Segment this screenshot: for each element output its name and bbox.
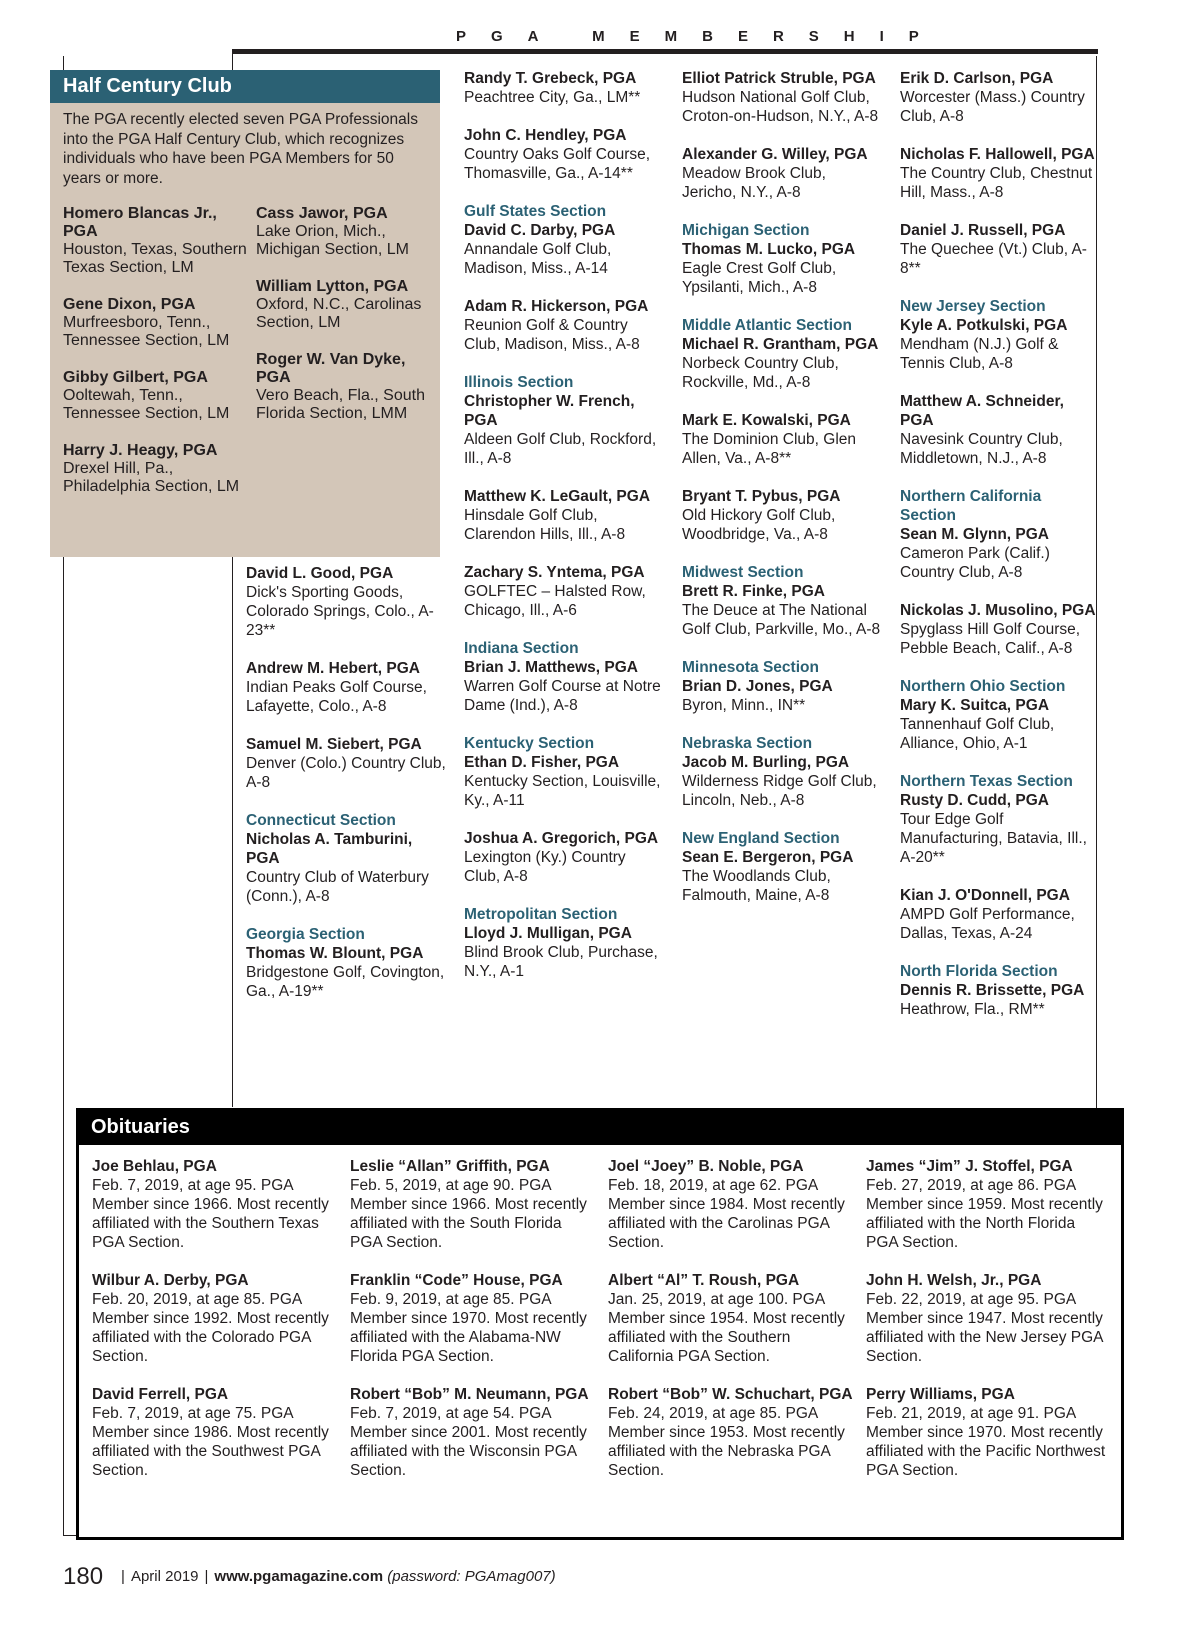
section-heading: Georgia Section — [246, 926, 365, 943]
top-rule — [232, 49, 1098, 54]
member-detail: Dick's Sporting Goods, Colorado Springs, Colo., A-23** — [246, 584, 434, 639]
section-heading: Northern Texas Section — [900, 773, 1073, 790]
section-heading: Northern Ohio Section — [900, 678, 1066, 695]
section-heading: Connecticut Section — [246, 812, 396, 829]
member-entry — [246, 925, 446, 1001]
footer-separator: | — [204, 1568, 209, 1585]
member-entry — [63, 442, 248, 496]
member-name: William Lytton, PGA — [256, 278, 409, 295]
member-entry — [256, 278, 441, 332]
member-detail: Feb. 22, 2019, at age 95. PGA Member since 1947. Most recently affiliated with the New Jersey PGA Section. — [866, 1291, 1103, 1365]
member-detail: Wilderness Ridge Golf Club, Lincoln, Neb., A-8 — [682, 773, 877, 809]
member-name: Sean E. Bergeron, PGA — [682, 849, 854, 866]
member-name: Christopher W. French, PGA — [464, 393, 635, 429]
member-entry — [608, 1271, 853, 1366]
member-name: Gene Dixon, PGA — [63, 296, 196, 313]
member-entry — [608, 1385, 853, 1480]
member-name: Randy T. Grebeck, PGA — [464, 70, 637, 87]
member-entry — [350, 1271, 595, 1366]
member-name: Alexander G. Willey, PGA — [682, 146, 868, 163]
member-entry — [246, 659, 446, 716]
member-name: Adam R. Hickerson, PGA — [464, 298, 649, 315]
member-detail: Hinsdale Golf Club, Clarendon Hills, Ill., A-8 — [464, 507, 626, 543]
member-name: Mary K. Suitca, PGA — [900, 697, 1050, 714]
member-name: Samuel M. Siebert, PGA — [246, 736, 422, 753]
section-heading: North Florida Section — [900, 963, 1058, 980]
member-name: Brett R. Finke, PGA — [682, 583, 825, 600]
member-name: John C. Hendley, PGA — [464, 127, 627, 144]
member-name: Albert “Al” T. Roush, PGA — [608, 1272, 800, 1289]
member-detail: Feb. 5, 2019, at age 90. PGA Member since 1966. Most recently affiliated with the South Florida PGA Section. — [350, 1177, 587, 1251]
member-detail: Old Hickory Golf Club, Woodbridge, Va., A-8 — [682, 507, 836, 543]
footer-separator: | — [121, 1568, 125, 1585]
member-entry — [682, 658, 882, 715]
member-entry — [464, 639, 664, 715]
member-entry — [256, 205, 441, 259]
member-detail: Murfreesboro, Tenn., Tennessee Section, LM — [63, 314, 230, 349]
password-note: (password: PGAmag007) — [387, 1568, 556, 1585]
member-name: David Ferrell, PGA — [92, 1386, 229, 1403]
member-name: James “Jim” J. Stoffel, PGA — [866, 1158, 1073, 1175]
member-name: Wilbur A. Derby, PGA — [92, 1272, 249, 1289]
member-name: Jacob M. Burling, PGA — [682, 754, 850, 771]
member-entry — [350, 1385, 595, 1480]
member-name: Joel “Joey” B. Noble, PGA — [608, 1158, 804, 1175]
member-detail: Byron, Minn., IN** — [682, 697, 806, 714]
member-entry — [682, 69, 882, 126]
member-detail: Peachtree City, Ga., LM** — [464, 89, 641, 106]
member-detail: Feb. 20, 2019, at age 85. PGA Member since 1992. Most recently affiliated with the Colorado PGA Section. — [92, 1291, 329, 1365]
member-name: Gibby Gilbert, PGA — [63, 369, 208, 386]
member-entry — [900, 677, 1100, 753]
member-entry — [682, 411, 882, 468]
member-entry — [900, 601, 1100, 658]
section-heading: Illinois Section — [464, 374, 574, 391]
member-entry — [900, 886, 1100, 943]
member-entry — [464, 487, 664, 544]
member-detail: Mendham (N.J.) Golf & Tennis Club, A-8 — [900, 336, 1059, 372]
member-detail: Bridgestone Golf, Covington, Ga., A-19** — [246, 964, 445, 1000]
member-detail: Kentucky Section, Louisville, Ky., A-11 — [464, 773, 661, 809]
magazine-url-link[interactable]: www.pgamagazine.com — [214, 1568, 384, 1585]
member-entry — [682, 734, 882, 810]
member-detail: Reunion Golf & Country Club, Madison, Miss., A-8 — [464, 317, 640, 353]
member-name: Franklin “Code” House, PGA — [350, 1272, 563, 1289]
member-name: Joshua A. Gregorich, PGA — [464, 830, 659, 847]
member-entry — [682, 829, 882, 905]
section-heading: Midwest Section — [682, 564, 804, 581]
member-detail: Feb. 21, 2019, at age 91. PGA Member since 1970. Most recently affiliated with the Pacific Northwest PGA Section. — [866, 1405, 1106, 1479]
member-detail: Spyglass Hill Golf Course, Pebble Beach, Calif., A-8 — [900, 621, 1081, 657]
member-detail: Norbeck Country Club, Rockville, Md., A-8 — [682, 355, 839, 391]
member-entry — [92, 1385, 337, 1480]
obituaries-column-1 — [92, 1157, 337, 1499]
member-detail: Feb. 24, 2019, at age 85. PGA Member since 1953. Most recently affiliated with the Nebraska PGA Section. — [608, 1405, 845, 1479]
member-name: Dennis R. Brissette, PGA — [900, 982, 1085, 999]
member-detail: Drexel Hill, Pa., Philadelphia Section, LM — [63, 460, 240, 495]
member-detail: Ooltewah, Tenn., Tennessee Section, LM — [63, 387, 230, 422]
half-century-club-title: Half Century Club — [50, 70, 440, 103]
obituaries-column-4 — [866, 1157, 1111, 1499]
member-name: Brian J. Matthews, PGA — [464, 659, 638, 676]
member-name: Perry Williams, PGA — [866, 1386, 1015, 1403]
member-entry — [682, 145, 882, 202]
member-entry — [464, 734, 664, 810]
member-detail: Lexington (Ky.) Country Club, A-8 — [464, 849, 626, 885]
member-entry — [464, 563, 664, 620]
member-detail: Heathrow, Fla., RM** — [900, 1001, 1045, 1018]
member-detail: The Country Club, Chestnut Hill, Mass., A-8 — [900, 165, 1093, 201]
member-detail: Denver (Colo.) Country Club, A-8 — [246, 755, 446, 791]
member-name: Rusty D. Cudd, PGA — [900, 792, 1049, 809]
member-name: Bryant T. Pybus, PGA — [682, 488, 841, 505]
member-detail: Feb. 18, 2019, at age 62. PGA Member since 1984. Most recently affiliated with the Carolinas PGA Section. — [608, 1177, 845, 1251]
section-heading: Metropolitan Section — [464, 906, 618, 923]
section-heading: New England Section — [682, 830, 840, 847]
member-detail: Aldeen Golf Club, Rockford, Ill., A-8 — [464, 431, 657, 467]
member-entry — [464, 829, 664, 886]
member-detail: Vero Beach, Fla., South Florida Section, LMM — [256, 387, 425, 422]
member-detail: Feb. 27, 2019, at age 86. PGA Member since 1959. Most recently affiliated with the North Florida PGA Section. — [866, 1177, 1103, 1251]
member-name: Cass Jawor, PGA — [256, 205, 388, 222]
member-entry — [464, 126, 664, 183]
member-entry — [900, 772, 1100, 867]
member-detail: AMPD Golf Performance, Dallas, Texas, A-24 — [900, 906, 1075, 942]
member-name: Roger W. Van Dyke, PGA — [256, 351, 406, 386]
member-entry — [900, 962, 1100, 1019]
member-entry — [682, 487, 882, 544]
member-name: Nicholas A. Tamburini, PGA — [246, 831, 413, 867]
member-detail: Tannenhauf Golf Club, Alliance, Ohio, A-1 — [900, 716, 1055, 752]
member-name: Matthew A. Schneider, PGA — [900, 393, 1064, 429]
member-entry — [464, 202, 664, 278]
section-heading: Middle Atlantic Section — [682, 317, 852, 334]
member-entry — [92, 1157, 337, 1252]
member-name: Brian D. Jones, PGA — [682, 678, 833, 695]
member-detail: The Deuce at The National Golf Club, Parkville, Mo., A-8 — [682, 602, 881, 638]
member-name: Elliot Patrick Struble, PGA — [682, 70, 876, 87]
member-detail: Warren Golf Course at Notre Dame (Ind.), A-8 — [464, 678, 661, 714]
member-name: David L. Good, PGA — [246, 565, 394, 582]
member-name: Kian J. O'Donnell, PGA — [900, 887, 1070, 904]
section-heading: Nebraska Section — [682, 735, 813, 752]
member-entry — [464, 905, 664, 981]
half-century-col-2 — [256, 205, 441, 442]
member-name: Sean M. Glynn, PGA — [900, 526, 1049, 543]
member-entry — [246, 564, 446, 640]
member-entry — [256, 351, 441, 423]
member-detail: Tour Edge Golf Manufacturing, Batavia, Ill., A-20** — [900, 811, 1087, 866]
member-detail: Houston, Texas, Southern Texas Section, LM — [63, 241, 247, 276]
member-detail: Feb. 7, 2019, at age 75. PGA Member since 1986. Most recently affiliated with the Southwest PGA Section. — [92, 1405, 329, 1479]
member-detail: Country Club of Waterbury (Conn.), A-8 — [246, 869, 429, 905]
member-name: Homero Blancas Jr., PGA — [63, 205, 217, 240]
obituaries-column-2 — [350, 1157, 595, 1499]
member-name: Nickolas J. Musolino, PGA — [900, 602, 1096, 619]
member-name: Mark E. Kowalski, PGA — [682, 412, 851, 429]
member-name: John H. Welsh, Jr., PGA — [866, 1272, 1042, 1289]
page-number: 180 — [63, 1563, 104, 1590]
member-name: Kyle A. Potkulski, PGA — [900, 317, 1068, 334]
member-entry — [900, 487, 1100, 582]
member-name: Erik D. Carlson, PGA — [900, 70, 1054, 87]
member-detail: Hudson National Golf Club, Croton-on-Hudson, N.Y., A-8 — [682, 89, 879, 125]
member-detail: Cameron Park (Calif.) Country Club, A-8 — [900, 545, 1050, 581]
member-entry — [63, 369, 248, 423]
member-entry — [866, 1271, 1111, 1366]
member-detail: The Woodlands Club, Falmouth, Maine, A-8 — [682, 868, 831, 904]
member-name: Lloyd J. Mulligan, PGA — [464, 925, 632, 942]
member-name: Nicholas F. Hallowell, PGA — [900, 146, 1095, 163]
member-detail: Blind Brook Club, Purchase, N.Y., A-1 — [464, 944, 658, 980]
member-detail: The Dominion Club, Glen Allen, Va., A-8** — [682, 431, 857, 467]
member-entry — [63, 296, 248, 350]
section-heading: Minnesota Section — [682, 659, 819, 676]
members-column-4 — [900, 69, 1100, 1038]
member-detail: Jan. 25, 2019, at age 100. PGA Member since 1954. Most recently affiliated with the Southern California PGA Section. — [608, 1291, 845, 1365]
member-entry — [464, 373, 664, 468]
member-detail: Country Oaks Golf Course, Thomasville, Ga., A-14** — [464, 146, 651, 182]
obituaries-box — [76, 1108, 1124, 1540]
member-name: Michael R. Grantham, PGA — [682, 336, 879, 353]
member-detail: Feb. 9, 2019, at age 85. PGA Member since 1970. Most recently affiliated with the Alabama-NW Florida PGA Section. — [350, 1291, 587, 1365]
member-entry — [682, 316, 882, 392]
half-century-club-box — [50, 70, 440, 557]
members-column-2 — [464, 69, 664, 1000]
member-detail: Indian Peaks Golf Course, Lafayette, Colo., A-8 — [246, 679, 427, 715]
page-footer — [63, 1563, 556, 1591]
section-heading: Kentucky Section — [464, 735, 595, 752]
member-entry — [246, 735, 446, 792]
member-entry — [900, 69, 1100, 126]
member-detail: Eagle Crest Golf Club, Ypsilanti, Mich., A-8 — [682, 260, 837, 296]
member-entry — [92, 1271, 337, 1366]
member-entry — [866, 1157, 1111, 1252]
member-name: Thomas M. Lucko, PGA — [682, 241, 856, 258]
member-detail: Lake Orion, Mich., Michigan Section, LM — [256, 223, 409, 258]
member-detail: Meadow Brook Club, Jericho, N.Y., A-8 — [682, 165, 826, 201]
member-entry — [246, 811, 446, 906]
half-century-club-intro: The PGA recently elected seven PGA Professionals into the PGA Half Century Club, which recognizes individuals who have been PGA Members for 50 years or more. — [63, 111, 418, 187]
member-name: Joe Behlau, PGA — [92, 1158, 217, 1175]
members-column-3 — [682, 69, 882, 924]
obituaries-column-3 — [608, 1157, 853, 1499]
member-entry — [63, 205, 248, 277]
section-heading: Indiana Section — [464, 640, 579, 657]
member-name: Robert “Bob” M. Neumann, PGA — [350, 1386, 589, 1403]
member-entry — [900, 392, 1100, 468]
member-name: Leslie “Allan” Griffith, PGA — [350, 1158, 550, 1175]
member-detail: Annandale Golf Club, Madison, Miss., A-14 — [464, 241, 612, 277]
member-name: Harry J. Heagy, PGA — [63, 442, 218, 459]
member-entry — [464, 297, 664, 354]
member-detail: The Quechee (Vt.) Club, A-8** — [900, 241, 1087, 277]
member-entry — [682, 563, 882, 639]
member-detail: Oxford, N.C., Carolinas Section, LM — [256, 296, 422, 331]
member-name: Matthew K. LeGault, PGA — [464, 488, 651, 505]
member-entry — [464, 69, 664, 107]
member-entry — [900, 297, 1100, 373]
member-detail: Navesink Country Club, Middletown, N.J., A-8 — [900, 431, 1063, 467]
member-detail: GOLFTEC – Halsted Row, Chicago, Ill., A-6 — [464, 583, 646, 619]
member-name: Robert “Bob” W. Schuchart, PGA — [608, 1386, 853, 1403]
section-heading: Northern California Section — [900, 488, 1042, 524]
member-detail: Feb. 7, 2019, at age 54. PGA Member since 2001. Most recently affiliated with the Wisconsin PGA Section. — [350, 1405, 587, 1479]
members-column-1 — [246, 564, 446, 1020]
member-name: Ethan D. Fisher, PGA — [464, 754, 620, 771]
section-heading: New Jersey Section — [900, 298, 1046, 315]
member-entry — [682, 221, 882, 297]
member-detail: Feb. 7, 2019, at age 95. PGA Member since 1966. Most recently affiliated with the Southern Texas PGA Section. — [92, 1177, 329, 1251]
member-entry — [866, 1385, 1111, 1480]
member-entry — [350, 1157, 595, 1252]
half-century-col-1 — [63, 205, 248, 515]
member-entry — [608, 1157, 853, 1252]
running-head: PGA MEMBERSHIP — [456, 28, 944, 45]
member-name: David C. Darby, PGA — [464, 222, 616, 239]
obituaries-title: Obituaries — [79, 1111, 1121, 1145]
issue-date: April 2019 — [130, 1568, 199, 1585]
member-name: Zachary S. Yntema, PGA — [464, 564, 645, 581]
member-name: Daniel J. Russell, PGA — [900, 222, 1066, 239]
member-name: Andrew M. Hebert, PGA — [246, 660, 420, 677]
member-detail: Worcester (Mass.) Country Club, A-8 — [900, 89, 1085, 125]
member-entry — [900, 221, 1100, 278]
member-entry — [900, 145, 1100, 202]
section-heading: Michigan Section — [682, 222, 810, 239]
section-heading: Gulf States Section — [464, 203, 607, 220]
member-name: Thomas W. Blount, PGA — [246, 945, 424, 962]
